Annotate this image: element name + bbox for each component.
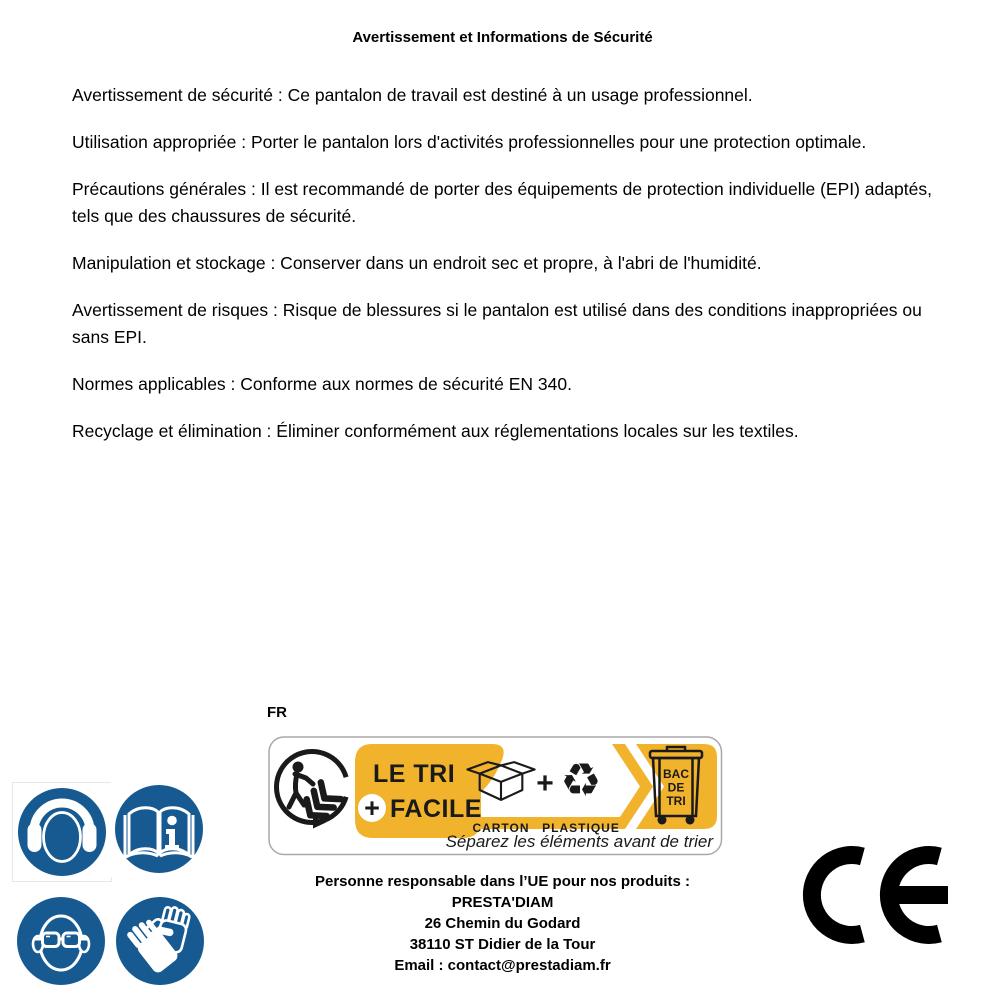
safety-paragraph: Utilisation appropriée : Porter le pantalon lors d'activités professionnelles pour une protection optimale. [72,132,867,152]
read-manual-icon [111,781,207,877]
bin-text-line: BAC [663,767,689,781]
tri-footer-text: Séparez les éléments avant de trier [445,832,713,851]
safety-paragraphs [72,82,940,465]
plastique-recycling-icon: ♻ [560,753,602,807]
material-plastique-label: PLASTIQUE [542,821,620,835]
responsible-address-line1: 26 Chemin du Godard [424,915,581,932]
safety-paragraph: Avertissement de risques : Risque de blessures si le pantalon est utilisé dans des conditions inappropriées ou sans EPI. [72,300,922,347]
safety-paragraph: Manipulation et stockage : Conserver dans un endroit sec et propre, à l'abri de l'humidité. [72,253,762,273]
ear-protection-icon [12,782,112,882]
safety-paragraph: Normes applicables : Conforme aux normes de sécurité EN 340. [72,374,572,394]
safety-paragraph: Recyclage et élimination : Éliminer conformément aux réglementations locales sur les textiles. [72,421,799,441]
plus-sign: + [536,767,554,800]
bin-text-line: TRI [666,794,686,808]
material-carton-label: CARTON [472,821,530,835]
responsible-address-line2: 38110 ST Didier de la Tour [409,936,596,953]
tri-headline-plus: + [364,793,380,823]
info-tri-recycling-label [268,736,723,856]
tri-headline-line1: LE TRI [373,760,456,788]
ce-mark-icon [795,840,955,950]
responsible-intro: Personne responsable dans l’UE pour nos produits : [314,873,691,890]
responsible-email: Email : contact@prestadiam.fr [394,957,611,974]
page-title: Avertissement et Informations de Sécurité [352,29,653,46]
safety-paragraph: Avertissement de sécurité : Ce pantalon de travail est destiné à un usage professionnel. [72,85,753,105]
tri-headline-line2: FACILE [390,795,482,823]
country-code-label: FR [267,704,287,721]
responsible-company: PRESTA'DIAM [451,894,554,911]
bin-text-line: DE [667,780,685,795]
safety-paragraph: Précautions générales : Il est recommandé de porter des équipements de protection individuelle (EPI) adaptés, tels que des chaussures de sécurité. [72,179,932,226]
